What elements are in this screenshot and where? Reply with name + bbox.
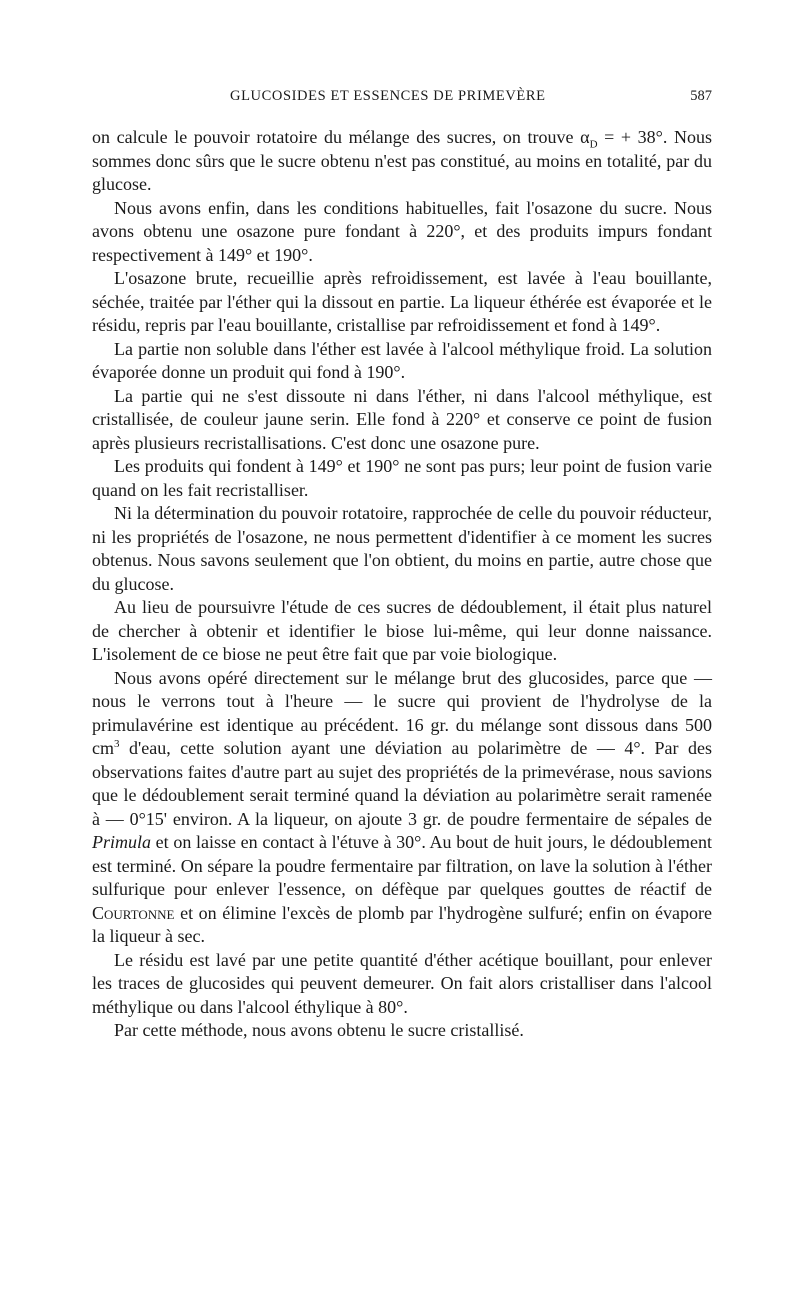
running-header (90, 88, 712, 112)
paragraph-1 (92, 126, 712, 197)
paragraph-1-text-a: on calcule le pouvoir rotatoire du mélange des sucres, on trouve α (92, 127, 590, 147)
paragraph-8: Au lieu de poursuivre l'étude de ces sucres de dédoublement, il était plus naturel de chercher à obtenir et identifier le biose lui-même, qui leur donne naissance. L'isolement de ce biose ne peut être fait que par voie biologique. (92, 597, 712, 664)
body-text (92, 126, 712, 1043)
alpha-subscript: D (589, 138, 598, 151)
paragraph-2: Nous avons enfin, dans les conditions habituelles, fait l'osazone du sucre. Nous avons obtenu une osazone pure fondant à 220°, et des produits impurs fondant respectivement à 149° et 190°. (92, 197, 712, 265)
paragraph-4: La partie non soluble dans l'éther est lavée à l'alcool méthylique froid. La solution évaporée donne un produit qui fond à 190°. (92, 338, 712, 382)
paragraph-9-text-c: et on laisse en contact à l'étuve à 30°. Au bout de huit jours, le dédoublement est terminé. On sépare la poudre fermentaire par filtration, on lave la solution à l'éther sulfurique pour enlever l'essence, on défèque par quelques gouttes de réactif de (92, 832, 712, 899)
paragraph-5: La partie qui ne s'est dissoute ni dans l'éther, ni dans l'alcool méthylique, est cristallisée, de couleur jaune serin. Elle fond à 220° et conserve ce point de fusion après plusieurs recristallisations. C'est donc une osazone pure. (92, 385, 712, 453)
paragraph-7: Ni la détermination du pouvoir rotatoire, rapprochée de celle du pouvoir réducteur, ni les propriétés de l'osazone, ne nous permettent d'identifier à ce moment les sucres obtenus. Nous savons seulement que l'on obtient, du moins en partie, autre chose que du glucose. (92, 503, 712, 594)
paragraph-9 (92, 667, 712, 949)
paragraph-9-text-d: et on élimine l'excès de plomb par l'hydrogène sulfuré; enfin on évapore la liqueur à sec. (92, 902, 712, 946)
author-name: Courtonne (92, 902, 175, 923)
page-number: 587 (690, 88, 712, 104)
paragraph-6: Les produits qui fondent à 149° et 190° ne sont pas purs; leur point de fusion varie quand on les fait recristalliser. (92, 456, 712, 500)
paragraph-9-text-b: d'eau, cette solution ayant une déviation au polarimètre de — 4°. Par des observations faites d'autre part au sujet des propriétés de la primevérase, nous savions que le dédoublement serait terminé quand la déviation au polarimètre serait ramenée à — 0°15' environ. A la liqueur, on ajoute 3 gr. de poudre fermentaire de sépales de (92, 738, 712, 829)
cubic-superscript: 3 (114, 738, 120, 750)
paragraph-3: L'osazone brute, recueillie après refroidissement, est lavée à l'eau bouillante, séchée, traitée par l'éther qui la dissout en partie. La liqueur éthérée est évaporée et le résidu, repris par l'eau bouillante, cristallise par refroidissement et fond à 149°. (92, 268, 712, 335)
running-title: GLUCOSIDES ET ESSENCES DE PRIMEVÈRE (230, 88, 546, 104)
paragraph-1-text-b: = + 38°. Nous sommes donc sûrs que le sucre obtenu n'est pas constitué, au moins en totalité, par du glucose. (92, 127, 712, 194)
genus-name: Primula (92, 832, 152, 852)
paragraph-9-text-a: Nous avons opéré directement sur le mélange brut des glucosides, parce que — nous le verrons tout à l'heure — le sucre qui provient de l'hydrolyse de la primulavérine est identique au précédent. 16 gr. du mélange sont dissous dans 500 cm (92, 667, 712, 758)
paragraph-11: Par cette méthode, nous avons obtenu le sucre cristallisé. (114, 1020, 524, 1040)
paragraph-10: Le résidu est lavé par une petite quantité d'éther acétique bouillant, pour enlever les traces de glucosides qui peuvent demeurer. On fait alors cristalliser dans l'alcool méthylique ou dans l'alcool éthylique à 80°. (92, 949, 712, 1017)
